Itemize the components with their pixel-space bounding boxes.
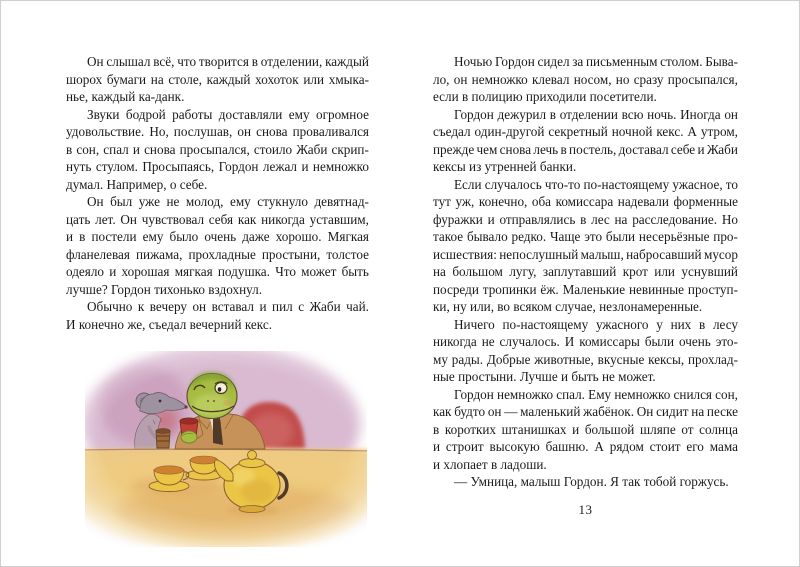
text-line: Если случалось что-то по-настоящему ужасное, то	[454, 176, 738, 192]
text-line: Обычно к вечеру он вставал и пил с Жаби чай.	[87, 299, 369, 314]
toad-hand	[181, 431, 197, 443]
text-line: Ничего по-настоящему ужасного у них в лесу	[454, 316, 738, 332]
text-line: Гордон немножко спал. Ему немножко снился сон,	[454, 386, 738, 402]
text-line: такое бывало редко. Чаще это были несерьёзные про-	[433, 229, 738, 244]
text-line: фуражки и отправлялись в лес на расследование. Но	[433, 211, 738, 227]
right-page-text	[433, 53, 738, 491]
text-line: одеяло и хорошая мягкая подушка. Что может быть	[66, 264, 369, 279]
text-line: на большом лугу, заплутавший крот или уснувший	[433, 264, 738, 279]
text-line: ные простыни. Лучше и быть не может.	[433, 369, 656, 384]
illustration-svg	[85, 351, 367, 547]
text-line: в коротких штанишках и большой шляпе от солнца	[433, 421, 738, 437]
text-line: Он слышал всё, что творится в отделении, каждый	[87, 54, 369, 69]
text-line: ло, он немножко клевал носом, но сразу просыпался,	[433, 71, 738, 87]
text-line: съедал один-другой секретный ночной кекс. А утром,	[433, 124, 738, 139]
text-line: и в постели ему было очень даже хорошо. Мягкая	[66, 229, 369, 244]
mouse-nose	[184, 405, 187, 408]
text-line: нуть стулом. Просыпаясь, Гордон лежал и немножко	[66, 159, 369, 174]
text-line: цать лет. Он чувствовал себя как никогда уставшим,	[66, 211, 369, 227]
text-line: в сон, спал и снова просыпался, стоило Жаби скрип-	[66, 141, 369, 157]
text-line: если в полицию приходили посетители.	[433, 89, 657, 104]
text-line: фланелевая пижама, прохладные простыни, толстое	[66, 246, 369, 262]
text-line: шорох бумаги на столе, каждый хохоток или хмыка-	[66, 71, 369, 87]
toad-eye-right	[215, 383, 227, 394]
text-line: как будто он — маленький жабёнок. Он сидит на песке	[433, 404, 738, 419]
text-line: и строит высокую башню. А рядом стоит его мама	[433, 439, 738, 454]
text-line: Ночью Гордон сидел за письменным столом. Быва-	[454, 54, 738, 69]
text-line: ки, ну или, во всяком случае, незлонамеренные.	[433, 299, 703, 314]
text-line: лучше? Гордон тихонько вздохнул.	[66, 281, 263, 297]
text-line: Звуки бодрой работы доставляли ему огромное	[87, 106, 369, 122]
text-line: посреди тропинки ёж. Маленькие невинные проступ-	[433, 281, 738, 297]
text-line: прежде чем снова лечь в постель, доставал себе и Жаби	[433, 141, 738, 157]
text-line: думал. Например, о себе.	[66, 176, 208, 192]
text-line: и хлопает в ладоши.	[433, 456, 547, 472]
mouse-eye	[159, 400, 162, 403]
tea	[155, 466, 184, 474]
watercolor-illustration	[85, 351, 367, 547]
text-line: удовольствие. Но, послушав, он снова проваливался	[66, 124, 369, 139]
text-line: кексы из утренней банки.	[433, 159, 577, 174]
text-line: му рады. Добрые животные, вкусные кексы, прохлад-	[433, 351, 738, 367]
text-line: тут уж, конечно, оба комиссара надевали форменные	[433, 194, 738, 209]
tea	[191, 456, 218, 464]
teapot-knob	[248, 451, 257, 460]
text-line: нье, каждый ка-данк.	[66, 89, 185, 104]
text-line: И конечно же, съедал вечерний кекс.	[66, 316, 272, 332]
left-page-text	[66, 53, 369, 333]
text-line: Он был уже не молод, ему стукнуло девятнад-	[87, 194, 369, 209]
page-number: 13	[578, 502, 593, 517]
text-line: никогда не случалось. И комиссары были очень это-	[433, 334, 738, 349]
table	[85, 449, 367, 547]
text-line: Гордон дежурил в отделении всю ночь. Иногда он	[454, 106, 738, 122]
text-line: исшествия: непослушный малыш, набросавший мусор	[433, 246, 738, 262]
text-line: — Умница, малыш Гордон. Я так тобой горжусь.	[454, 474, 729, 489]
